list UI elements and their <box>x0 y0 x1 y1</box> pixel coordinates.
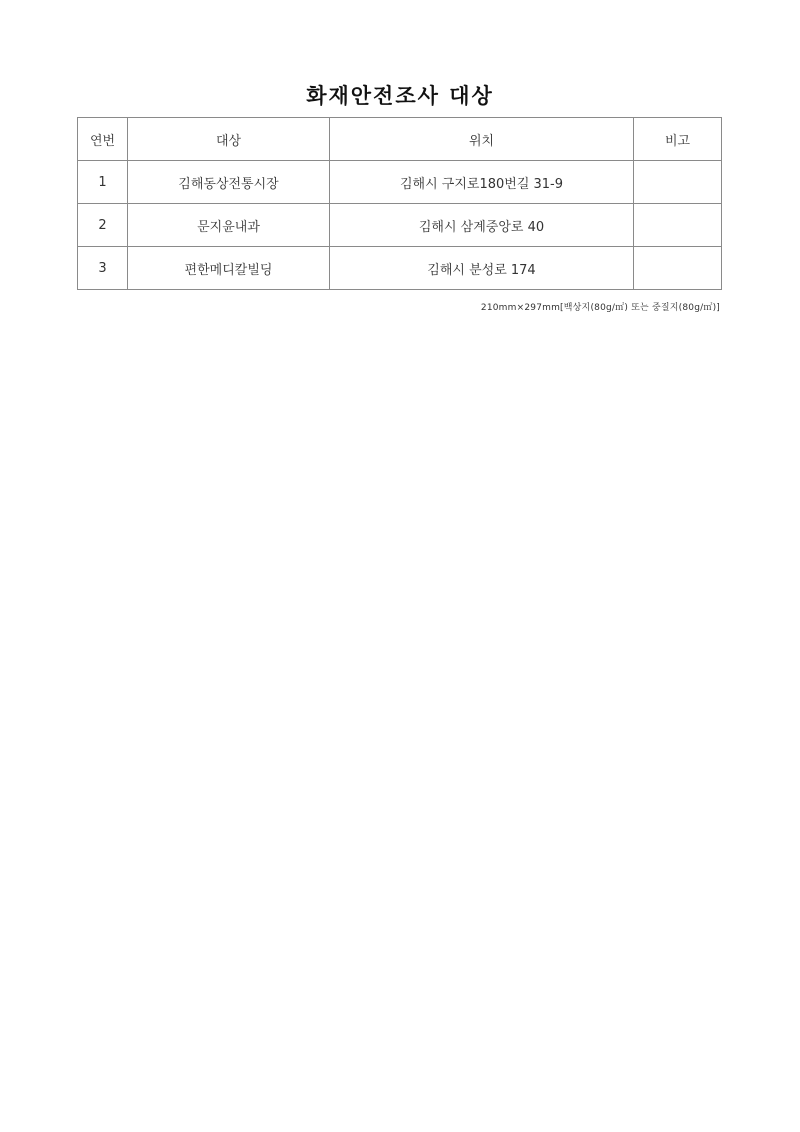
table-row <box>78 247 722 290</box>
row-target: 문지윤내과 <box>128 204 330 247</box>
header-no: 연번 <box>78 118 128 161</box>
row-note <box>634 204 722 247</box>
row-no: 2 <box>78 204 128 247</box>
table-row <box>78 161 722 204</box>
table-row <box>78 204 722 247</box>
paper-spec-footnote: 210mm×297mm[백상지(80g/㎡) 또는 중질지(80g/㎡)] <box>480 303 720 313</box>
header-target: 대상 <box>128 118 330 161</box>
row-target: 김해동상전통시장 <box>128 161 330 204</box>
row-note <box>634 247 722 290</box>
row-no: 3 <box>78 247 128 290</box>
row-note <box>634 161 722 204</box>
document-title: 화재안전조사 대상 <box>306 84 494 108</box>
header-location: 위치 <box>330 118 634 161</box>
row-target: 편한메디칼빌딩 <box>128 247 330 290</box>
row-no: 1 <box>78 161 128 204</box>
survey-target-table <box>77 117 722 290</box>
row-location: 김해시 분성로 174 <box>330 247 634 290</box>
row-location: 김해시 구지로180번길 31-9 <box>330 161 634 204</box>
table-header-row <box>78 118 722 161</box>
header-note: 비고 <box>634 118 722 161</box>
row-location: 김해시 삼계중앙로 40 <box>330 204 634 247</box>
